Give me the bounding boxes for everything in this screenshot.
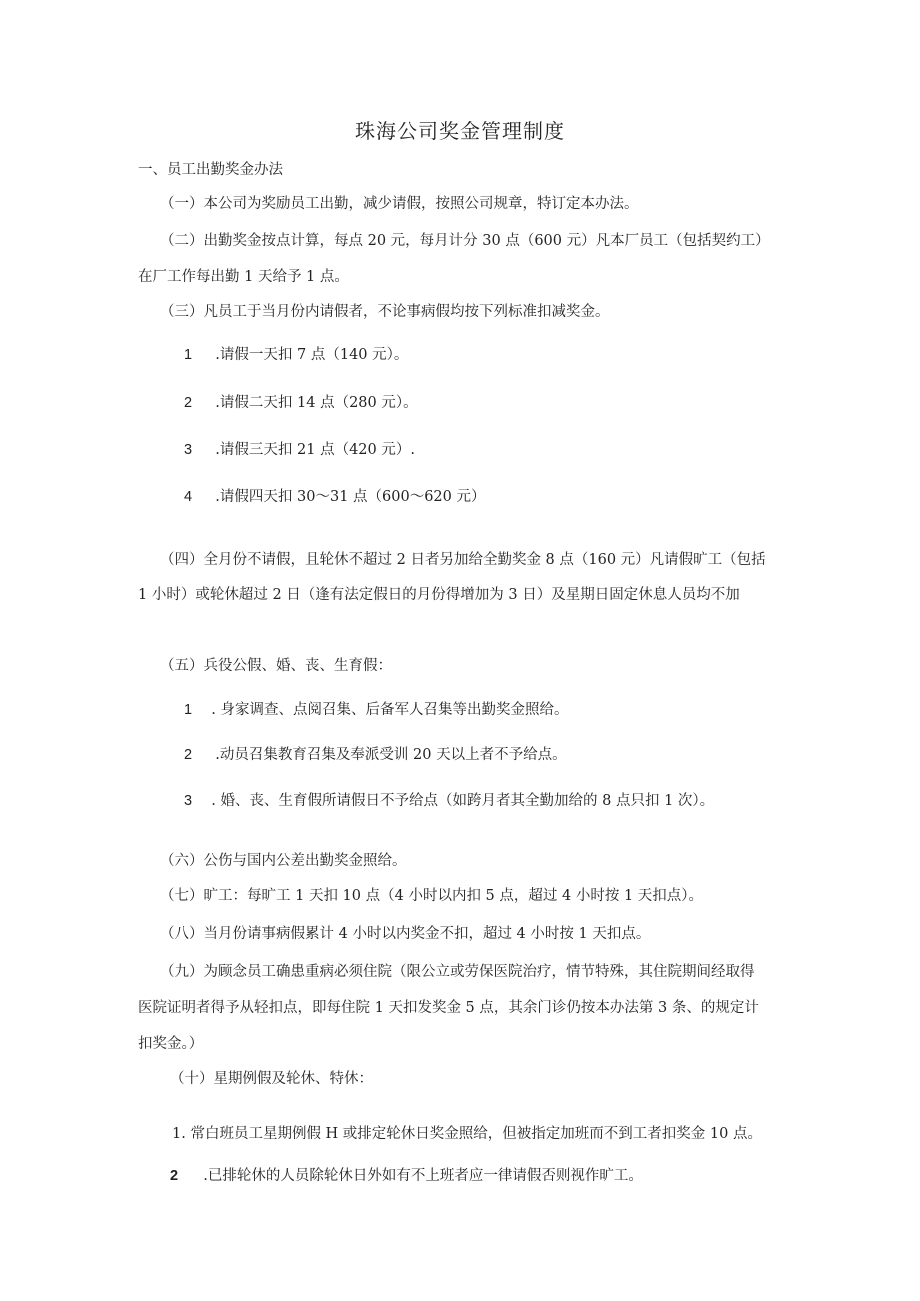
list-item bbox=[184, 791, 714, 811]
list-item-text: .已排轮休的人员除轮休日外如有不上班者应一律请假否则视作旷工。 bbox=[203, 1168, 643, 1184]
paragraph-9-line-1: （九）为顾念员工确患重病必须住院（限公立或劳保医院治疗，情节特殊，其住院期间经取得 bbox=[160, 964, 755, 980]
list-item-text: .请假四天扣 30～31 点（600～620 元） bbox=[215, 489, 486, 505]
list-item bbox=[184, 440, 415, 460]
list-item-number: 1 bbox=[184, 347, 193, 363]
list-item bbox=[184, 487, 486, 507]
list-item-text: .动员召集教育召集及奉派受训 20 天以上者不予给点。 bbox=[215, 747, 567, 763]
list-item-text: . 婚、丧、生育假所请假日不予给点（如跨月者其全勤加给的 8 点只扣 1 次）。 bbox=[211, 793, 715, 809]
paragraph-6: （六）公伤与国内公差出勤奖金照给。 bbox=[160, 853, 407, 869]
section-heading: 一、员工出勤奖金办法 bbox=[138, 162, 283, 178]
paragraph-1: （一）本公司为奖励员工出勤，减少请假，按照公司规章，特订定本办法。 bbox=[160, 196, 639, 212]
paragraph-7: （七）旷工：每旷工 1 天扣 10 点（4 小时以内扣 5 点，超过 4 小时按 1 天扣点）。 bbox=[160, 888, 704, 904]
list-item-text: .请假一天扣 7 点（140 元）。 bbox=[215, 347, 409, 363]
list-item bbox=[184, 745, 567, 765]
list-item-text: . 身家调查、点阅召集、后备军人召集等出勤奖金照给。 bbox=[211, 702, 569, 718]
paragraph-2-line-1: （二）出勤奖金按点计算，每点 20 元，每月计分 30 点（600 元）凡本厂员工（包括契约工） bbox=[160, 233, 770, 249]
paragraph-4-line-1: （四）全月份不请假，且轮休不超过 2 日者另加给全勤奖金 8 点（160 元）凡请假旷工（包括 bbox=[160, 552, 766, 568]
paragraph-10: （十）星期例假及轮休、特休： bbox=[170, 1071, 373, 1087]
list-item: 1. 常白班员工星期例假 H 或排定轮休日奖金照给，但被指定加班而不到工者扣奖金 10 点。 bbox=[172, 1126, 762, 1142]
list-item-number: 2 bbox=[170, 1168, 179, 1184]
list-item-number: 2 bbox=[184, 395, 193, 411]
paragraph-5: （五）兵役公假、婚、丧、生育假： bbox=[160, 658, 392, 674]
list-item-text: .请假二天扣 14 点（280 元）。 bbox=[215, 395, 418, 411]
list-item bbox=[184, 700, 569, 720]
paragraph-4-line-2: 1 小时）或轮休超过 2 日（逢有法定假日的月份得增加为 3 日）及星期日固定休息人员均不加 bbox=[138, 587, 740, 603]
paragraph-9-line-3: 扣奖金。） bbox=[138, 1036, 204, 1052]
list-item bbox=[170, 1166, 643, 1186]
list-item bbox=[184, 393, 418, 413]
list-item-number: 4 bbox=[184, 489, 193, 505]
list-item-number: 2 bbox=[184, 747, 193, 763]
paragraph-8: （八）当月份请事病假累计 4 小时以内奖金不扣，超过 4 小时按 1 天扣点。 bbox=[160, 926, 651, 942]
paragraph-2-line-2: 在厂工作每出勤 1 天给予 1 点。 bbox=[138, 269, 349, 285]
document-title: 珠海公司奖金管理制度 bbox=[355, 119, 565, 143]
list-item-number: 1 bbox=[184, 702, 193, 718]
list-item-number: 3 bbox=[184, 793, 193, 809]
list-item-number: 3 bbox=[184, 442, 193, 458]
list-item bbox=[184, 345, 408, 365]
paragraph-9-line-2: 医院证明者得予从轻扣点，即每住院 1 天扣发奖金 5 点，其余门诊仍按本办法第 3 条、的规定计 bbox=[138, 1000, 759, 1016]
paragraph-3: （三）凡员工于当月份内请假者，不论事病假均按下列标准扣减奖金。 bbox=[160, 304, 610, 320]
list-item-text: .请假三天扣 21 点（420 元）. bbox=[215, 442, 415, 458]
